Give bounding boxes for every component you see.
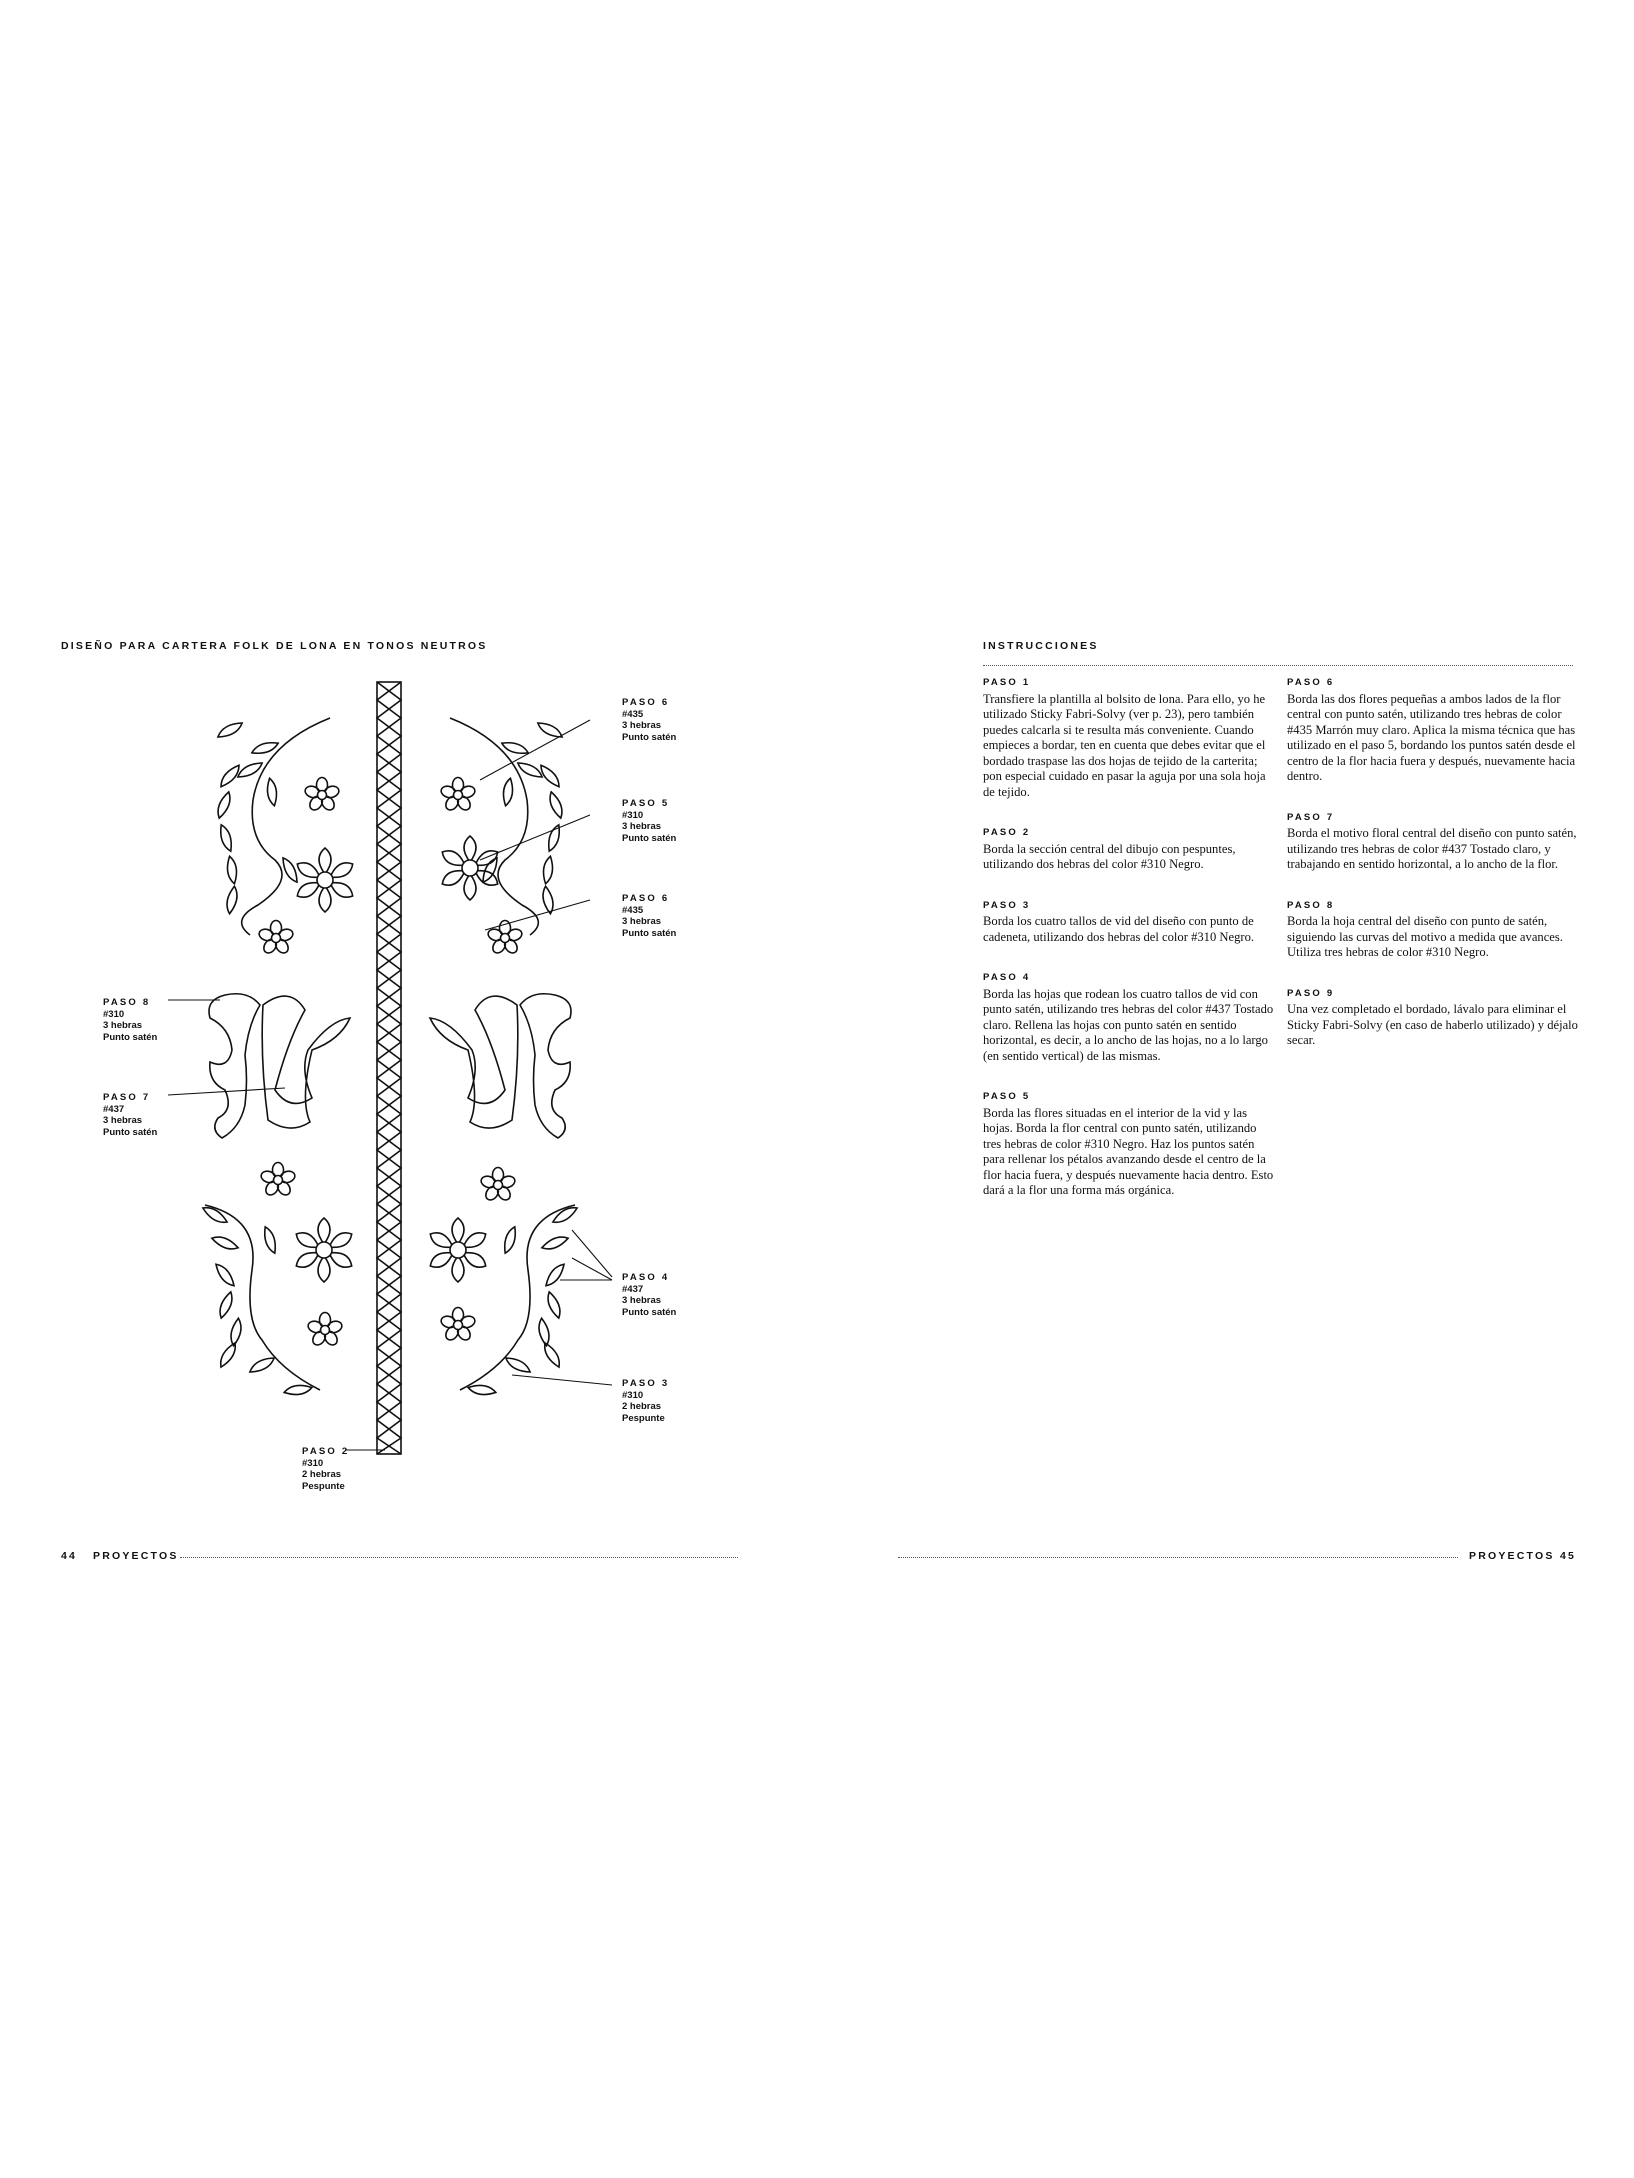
ornament-left bbox=[209, 994, 350, 1138]
vine-top-left bbox=[215, 718, 330, 935]
right-page-number: 45 bbox=[1560, 1550, 1577, 1562]
instruction-step: PASO 6 Borda las dos flores pequeñas a ambos lados de la flor central con punto satén, utilizando tres hebras de color #435 Marrón muy claro. Aplica la misma técnica que has utilizado en el paso 5, bordando los puntos satén desde el centro de la flor hacia fuera y después, nuevamente hacia dentro. bbox=[1287, 677, 1576, 783]
callout-paso-3: PASO 3 #310 2 hebras Pespunte bbox=[622, 1378, 670, 1424]
instruction-step: PASO 4 Borda las hojas que rodean los cuatro tallos de vid con punto satén, utilizando tres hebras del color #437 Tostado claro. Rellena las hojas con punto satén en sentido horizontal, es decir, a lo ancho de las hojas, no a lo largo (en sentido vertical) de las mismas. bbox=[983, 972, 1274, 1063]
callout-paso-8: PASO 8 #310 3 hebras Punto satén bbox=[103, 997, 158, 1043]
right-footer-section: PROYECTOS bbox=[1469, 1550, 1555, 1562]
callout-paso-2: PASO 2 #310 2 hebras Pespunte bbox=[302, 1446, 350, 1492]
callout-paso-7: PASO 7 #437 3 hebras Punto satén bbox=[103, 1092, 158, 1138]
central-pespunte-column bbox=[377, 682, 401, 1454]
right-page-title: INSTRUCCIONES bbox=[983, 640, 1099, 652]
instructions-column-2 bbox=[1287, 675, 1579, 1074]
instruction-step: PASO 2 Borda la sección central del dibujo con pespuntes, utilizando dos hebras del color #310 Negro. bbox=[983, 827, 1236, 871]
right-footer-divider bbox=[898, 1557, 1458, 1558]
instruction-step: PASO 1 Transfiere la plantilla al bolsito de lona. Para ello, yo he utilizado Sticky Fabri-Solvy (ver p. 23), pero también puedes calcarla si te resulta más conveniente. Cuando empieces a bordar, ten en cuenta que debes evitar que el bordado traspase las dos hojas de tejido de la carterita; pon especial cuidado en pasar la aguja por una sola hoja de tejido. bbox=[983, 677, 1266, 799]
embroidery-pattern-diagram bbox=[0, 0, 820, 1560]
right-heading-divider bbox=[983, 665, 1573, 666]
instruction-step: PASO 8 Borda la hoja central del diseño con punto de satén, siguiendo las curvas del motivo a medida que avances. Utiliza tres hebras de color #310 Negro. bbox=[1287, 899, 1563, 959]
left-page-number: 44 bbox=[61, 1550, 78, 1562]
callout-paso-4: PASO 4 #437 3 hebras Punto satén bbox=[622, 1272, 677, 1318]
left-footer-divider bbox=[180, 1557, 738, 1558]
left-page-title: DISEÑO PARA CARTERA FOLK DE LONA EN TONOS NEUTROS bbox=[61, 640, 488, 652]
callout-paso-6-top: PASO 6 #435 3 hebras Punto satén bbox=[622, 697, 677, 743]
instructions-column-1 bbox=[983, 675, 1275, 1224]
callout-paso-6-second: PASO 6 #435 3 hebras Punto satén bbox=[622, 893, 677, 939]
instruction-step: PASO 9 Una vez completado el bordado, lávalo para eliminar el Sticky Fabri-Solvy (en caso de haberlo utilizado) y déjalo secar. bbox=[1287, 987, 1578, 1047]
left-footer-section: PROYECTOS bbox=[93, 1550, 179, 1562]
instruction-step: PASO 3 Borda los cuatro tallos de vid del diseño con punto de cadeneta, utilizando dos hebras del color #310 Negro. bbox=[983, 899, 1255, 944]
callout-paso-5: PASO 5 #310 3 hebras Punto satén bbox=[622, 798, 677, 844]
instruction-step: PASO 5 Borda las flores situadas en el interior de la vid y las hojas. Borda la flor central con punto satén, utilizando tres hebras de color #310 Negro. Haz los puntos satén para rellenar los pétalos avanzando desde el centro de la flor hacia fuera, y después nuevamente hacia dentro. Esto dará a la flor una forma más orgánica. bbox=[983, 1091, 1274, 1197]
instruction-step: PASO 7 Borda el motivo floral central del diseño con punto satén, utilizando tres hebras de color #437 Tostado claro, y trabajando en sentido horizontal, a lo ancho de la flor. bbox=[1287, 811, 1577, 871]
